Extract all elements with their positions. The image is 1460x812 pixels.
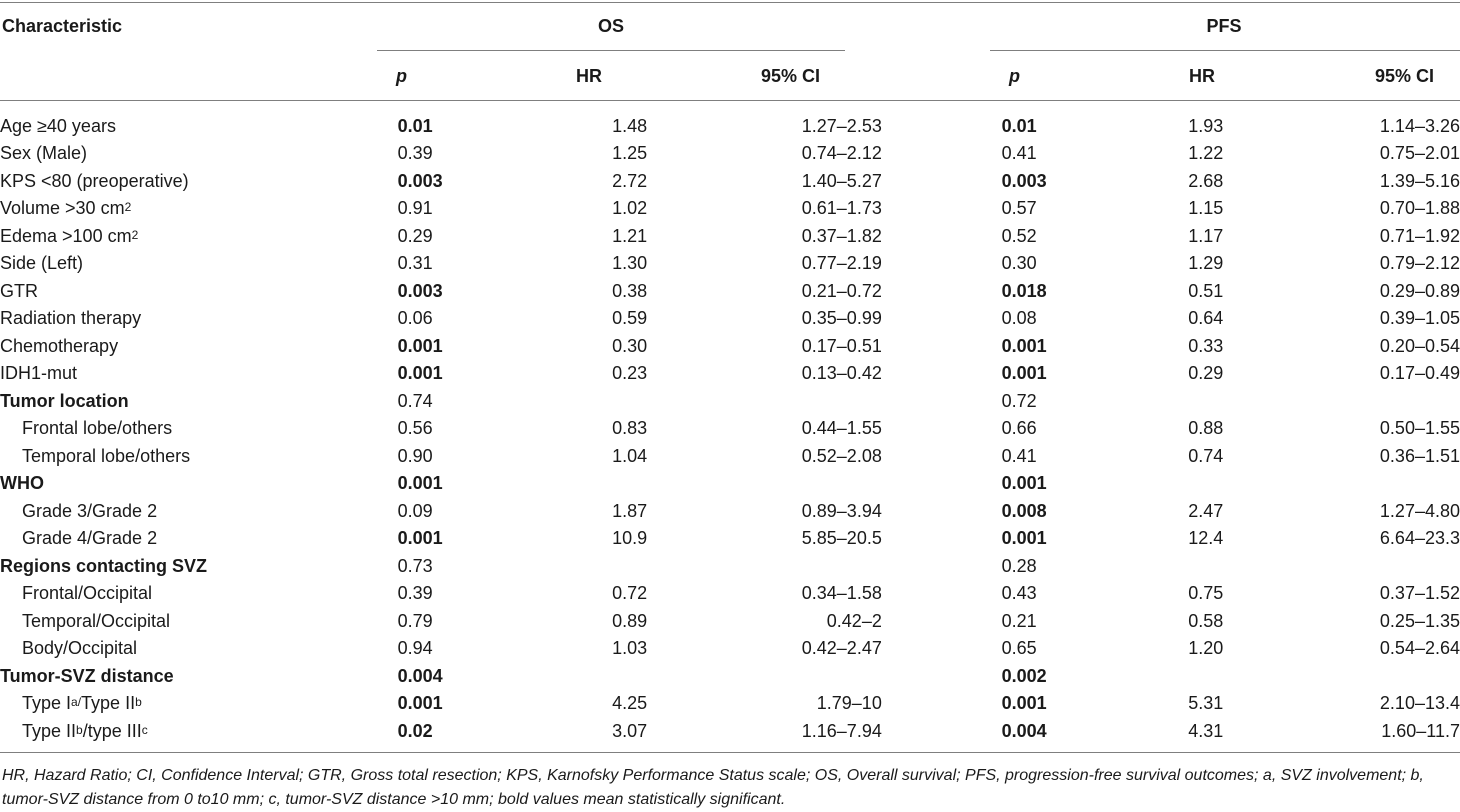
pfs-ci-value: 0.75–2.01 <box>1379 143 1460 164</box>
column-gap <box>882 112 1002 140</box>
table-row <box>0 332 1460 360</box>
os-ci-value: 0.17–0.51 <box>801 335 882 356</box>
os-hr-value: 0.72 <box>612 583 648 604</box>
label-text: Frontal/Occipital <box>22 583 153 604</box>
table-row <box>0 497 1460 525</box>
column-gap <box>882 167 1002 195</box>
os-p-value: 0.001 <box>397 363 443 384</box>
os-hr-value: 1.30 <box>612 253 648 274</box>
pfs-p-value: 0.01 <box>1001 115 1037 136</box>
row-label <box>0 635 398 663</box>
column-gap <box>882 607 1002 635</box>
os-p-value: 0.74 <box>397 390 433 411</box>
pfs-p-value: 0.65 <box>1001 638 1037 659</box>
row-label <box>0 690 398 718</box>
os-p-value: 0.001 <box>397 473 443 494</box>
pfs-ci-value: 1.14–3.26 <box>1379 115 1460 136</box>
pfs-ci-value: 0.20–0.54 <box>1379 335 1460 356</box>
label-text: Side (Left) <box>0 253 84 274</box>
os-p-value: 0.29 <box>397 225 433 246</box>
column-gap <box>882 222 1002 250</box>
row-label <box>0 250 398 278</box>
column-gap <box>882 387 1002 415</box>
table-row <box>0 167 1460 195</box>
pfs-hr-value: 2.47 <box>1188 500 1224 521</box>
pfs-ci-value: 0.17–0.49 <box>1379 363 1460 384</box>
pfs-p-value: 0.018 <box>1001 280 1047 301</box>
table-row <box>0 552 1460 580</box>
table-row <box>0 195 1460 223</box>
pfs-hr-value: 0.58 <box>1188 610 1224 631</box>
pfs-p-value: 0.001 <box>1001 528 1047 549</box>
pfs-p-value: 0.30 <box>1001 253 1037 274</box>
os-p-value: 0.001 <box>397 335 443 356</box>
table-row <box>0 140 1460 168</box>
label-text: Chemotherapy <box>0 335 119 356</box>
column-gap <box>882 305 1002 333</box>
column-gap <box>882 690 1002 718</box>
os-hr-value: 1.25 <box>612 143 648 164</box>
os-p-value: 0.003 <box>397 280 443 301</box>
row-label <box>0 525 398 553</box>
table-row <box>0 690 1460 718</box>
os-ci-value: 1.16–7.94 <box>801 720 882 741</box>
pfs-hr-value: 5.31 <box>1188 693 1224 714</box>
column-gap <box>882 580 1002 608</box>
label-superscript: b <box>135 695 142 710</box>
row-label <box>0 360 398 388</box>
table-row <box>0 662 1460 690</box>
pfs-ci-value: 1.60–11.7 <box>1381 720 1460 741</box>
os-hr-value: 0.59 <box>612 308 648 329</box>
os-hr-value: 1.21 <box>612 225 648 246</box>
label-superscript: 2 <box>131 227 139 242</box>
os-ci-value: 0.77–2.19 <box>801 253 882 274</box>
pfs-hr-value: 0.64 <box>1188 308 1224 329</box>
table-top-rule <box>0 2 1460 3</box>
column-gap <box>882 442 1002 470</box>
row-label <box>0 112 398 140</box>
os-hr-value: 10.9 <box>612 528 648 549</box>
os-ci-value: 0.13–0.42 <box>801 363 882 384</box>
column-gap <box>882 415 1002 443</box>
label-text: KPS <80 (preoperative) <box>0 170 189 191</box>
pfs-ci-value: 1.27–4.80 <box>1379 500 1460 521</box>
pfs-p-value: 0.52 <box>1001 225 1037 246</box>
table-row <box>0 635 1460 663</box>
table-row <box>0 607 1460 635</box>
os-hr-value: 0.38 <box>612 280 648 301</box>
os-hr-value: 3.07 <box>612 720 648 741</box>
label-text: Tumor-SVZ distance <box>0 665 174 686</box>
os-hr-value <box>537 662 647 690</box>
pfs-hr-value <box>1141 552 1223 580</box>
pfs-hr-value: 1.93 <box>1188 115 1224 136</box>
row-label <box>0 497 398 525</box>
pfs-hr-value: 0.33 <box>1188 335 1224 356</box>
pfs-hr-value: 0.88 <box>1188 418 1224 439</box>
pfs-ci-value <box>1223 387 1460 415</box>
column-gap <box>882 140 1002 168</box>
os-ci-value: 0.89–3.94 <box>801 500 882 521</box>
column-gap <box>882 662 1002 690</box>
os-ci-value: 0.21–0.72 <box>801 280 882 301</box>
os-hr-value: 0.83 <box>612 418 648 439</box>
table-row <box>0 525 1460 553</box>
os-ci-value: 0.44–1.55 <box>801 418 882 439</box>
os-p-value: 0.31 <box>397 253 433 274</box>
pfs-p-value: 0.41 <box>1001 143 1037 164</box>
label-text: Type II <box>81 693 136 714</box>
table-row <box>0 305 1460 333</box>
os-p-value: 0.73 <box>397 555 433 576</box>
pfs-p-value: 0.72 <box>1001 390 1037 411</box>
os-p-value: 0.01 <box>397 115 433 136</box>
pfs-ci-value: 0.37–1.52 <box>1379 583 1460 604</box>
table-row <box>0 415 1460 443</box>
pfs-hr-value: 1.29 <box>1188 253 1224 274</box>
row-label <box>0 140 398 168</box>
os-p-value: 0.56 <box>397 418 433 439</box>
label-text: GTR <box>0 280 38 301</box>
pfs-ci-value: 0.25–1.35 <box>1379 610 1460 631</box>
row-label <box>0 662 398 690</box>
column-gap <box>882 332 1002 360</box>
label-text: Body/Occipital <box>22 638 138 659</box>
pfs-hr-value <box>1141 470 1223 498</box>
os-p-value: 0.39 <box>397 143 433 164</box>
pfs-ci-value: 0.71–1.92 <box>1379 225 1460 246</box>
label-text: Type I <box>22 693 72 714</box>
pfs-p-value: 0.004 <box>1001 720 1047 741</box>
os-ci-value: 0.42–2.47 <box>801 638 882 659</box>
os-p-value: 0.90 <box>397 445 433 466</box>
os-hr-value: 0.23 <box>612 363 648 384</box>
pfs-hr-value <box>1141 387 1223 415</box>
table-footnote: HR, Hazard Ratio; CI, Confidence Interval; GTR, Gross total resection; KPS, Karnofsky Performance Status scale; OS, Overall survival; PFS, progression-free survival outcomes; a, SVZ involvement; b, tumor-SVZ distance from 0 to10 mm; c, tumor-SVZ distance >10 mm; bold values mean statistically significant. <box>2 767 1424 808</box>
table-row <box>0 250 1460 278</box>
label-text: IDH1-mut <box>0 363 78 384</box>
table-row <box>0 442 1460 470</box>
column-gap <box>882 635 1002 663</box>
pfs-ci-value: 0.39–1.05 <box>1379 308 1460 329</box>
pfs-span-rule <box>990 50 1460 51</box>
pfs-p-value: 0.008 <box>1001 500 1047 521</box>
pfs-p-value: 0.28 <box>1001 555 1037 576</box>
column-gap <box>882 470 1002 498</box>
table-row <box>0 717 1460 745</box>
table-row <box>0 580 1460 608</box>
pfs-ci-value: 1.39–5.16 <box>1379 170 1460 191</box>
os-hr-value <box>537 552 647 580</box>
pfs-ci-value <box>1223 552 1460 580</box>
table-row <box>0 222 1460 250</box>
label-text: /type III <box>82 720 142 741</box>
column-gap <box>882 497 1002 525</box>
row-label <box>0 442 398 470</box>
pfs-hr-value: 1.22 <box>1188 143 1224 164</box>
os-hr-value: 1.03 <box>612 638 648 659</box>
pfs-hr-value: 1.15 <box>1188 198 1224 219</box>
pfs-p-value: 0.57 <box>1001 198 1037 219</box>
pfs-hr-value: 0.75 <box>1188 583 1224 604</box>
pfs-hr-value: 1.20 <box>1188 638 1224 659</box>
os-p-value: 0.004 <box>397 665 443 686</box>
header-os-p: p <box>396 66 407 86</box>
os-ci-value: 0.61–1.73 <box>801 198 882 219</box>
column-gap <box>882 195 1002 223</box>
pfs-hr-value: 4.31 <box>1188 720 1224 741</box>
header-os-ci: 95% CI <box>761 66 821 86</box>
pfs-p-value: 0.001 <box>1001 693 1047 714</box>
pfs-hr-value: 0.51 <box>1188 280 1224 301</box>
os-hr-value: 2.72 <box>612 170 648 191</box>
pfs-ci-value: 0.54–2.64 <box>1379 638 1460 659</box>
row-label <box>0 332 398 360</box>
os-p-value: 0.001 <box>397 528 443 549</box>
os-p-value: 0.02 <box>397 720 433 741</box>
os-ci-value <box>647 470 882 498</box>
os-span-rule <box>377 50 845 51</box>
label-text: Age ≥40 years <box>0 115 116 136</box>
label-text: Edema >100 cm <box>0 225 132 246</box>
os-p-value: 0.39 <box>397 583 433 604</box>
results-table-body <box>0 112 1460 745</box>
column-gap <box>882 250 1002 278</box>
label-superscript: a/ <box>71 695 82 710</box>
row-label <box>0 222 398 250</box>
header-pfs: PFS <box>1206 16 1242 36</box>
label-text: Sex (Male) <box>0 143 88 164</box>
label-text: WHO <box>0 473 44 494</box>
table-row <box>0 277 1460 305</box>
row-label <box>0 277 398 305</box>
pfs-ci-value: 6.64–23.3 <box>1379 528 1460 549</box>
pfs-p-value: 0.43 <box>1001 583 1037 604</box>
pfs-hr-value: 2.68 <box>1188 170 1224 191</box>
os-ci-value: 1.40–5.27 <box>801 170 882 191</box>
os-ci-value: 0.34–1.58 <box>801 583 882 604</box>
os-hr-value: 0.89 <box>612 610 648 631</box>
row-label <box>0 717 398 745</box>
pfs-hr-value: 1.17 <box>1188 225 1224 246</box>
os-p-value: 0.79 <box>397 610 433 631</box>
pfs-p-value: 0.21 <box>1001 610 1037 631</box>
label-superscript: b <box>76 722 83 737</box>
row-label <box>0 195 398 223</box>
pfs-p-value: 0.001 <box>1001 473 1047 494</box>
pfs-hr-value: 0.29 <box>1188 363 1224 384</box>
header-characteristic: Characteristic <box>2 16 123 36</box>
pfs-p-value: 0.001 <box>1001 363 1047 384</box>
table-row <box>0 360 1460 388</box>
row-label <box>0 580 398 608</box>
pfs-p-value: 0.003 <box>1001 170 1047 191</box>
os-p-value: 0.91 <box>397 198 433 219</box>
table-row <box>0 112 1460 140</box>
pfs-ci-value: 0.70–1.88 <box>1379 198 1460 219</box>
os-hr-value: 0.30 <box>612 335 648 356</box>
label-text: Temporal/Occipital <box>22 610 171 631</box>
pfs-p-value: 0.001 <box>1001 335 1047 356</box>
label-text: Radiation therapy <box>0 308 142 329</box>
os-ci-value <box>647 387 882 415</box>
os-hr-value: 4.25 <box>612 693 648 714</box>
pfs-hr-value: 0.74 <box>1188 445 1224 466</box>
os-p-value: 0.06 <box>397 308 433 329</box>
pfs-ci-value: 2.10–13.4 <box>1379 693 1460 714</box>
header-os: OS <box>597 16 625 36</box>
pfs-ci-value <box>1223 662 1460 690</box>
row-label <box>0 415 398 443</box>
table-row <box>0 470 1460 498</box>
os-p-value: 0.09 <box>397 500 433 521</box>
pfs-ci-value: 0.36–1.51 <box>1379 445 1460 466</box>
label-text: Regions contacting SVZ <box>0 555 208 576</box>
header-pfs-hr: HR <box>1189 66 1215 86</box>
label-text: Volume >30 cm <box>0 198 125 219</box>
os-p-value: 0.94 <box>397 638 433 659</box>
pfs-hr-value <box>1141 662 1223 690</box>
label-text: Type II <box>22 720 77 741</box>
label-superscript: 2 <box>124 200 132 215</box>
os-ci-value: 0.42–2 <box>826 610 882 631</box>
column-gap <box>882 717 1002 745</box>
pfs-p-value: 0.08 <box>1001 308 1037 329</box>
pfs-ci-value <box>1223 470 1460 498</box>
os-ci-value: 1.27–2.53 <box>801 115 882 136</box>
os-ci-value <box>647 662 882 690</box>
table-row <box>0 387 1460 415</box>
row-label <box>0 387 398 415</box>
pfs-ci-value: 0.79–2.12 <box>1379 253 1460 274</box>
column-gap <box>882 552 1002 580</box>
os-ci-value: 0.74–2.12 <box>801 143 882 164</box>
os-hr-value: 1.04 <box>612 445 648 466</box>
os-hr-value: 1.87 <box>612 500 648 521</box>
pfs-ci-value: 0.50–1.55 <box>1379 418 1460 439</box>
os-ci-value: 1.79–10 <box>816 693 882 714</box>
os-hr-value <box>537 470 647 498</box>
os-hr-value: 1.02 <box>612 198 648 219</box>
results-table <box>0 112 1460 745</box>
pfs-hr-value: 12.4 <box>1188 528 1224 549</box>
row-label <box>0 305 398 333</box>
pfs-p-value: 0.66 <box>1001 418 1037 439</box>
os-ci-value <box>647 552 882 580</box>
label-text: Grade 4/Grade 2 <box>22 528 158 549</box>
header-os-hr: HR <box>576 66 602 86</box>
pfs-p-value: 0.002 <box>1001 665 1047 686</box>
row-label <box>0 552 398 580</box>
row-label <box>0 470 398 498</box>
os-p-value: 0.001 <box>397 693 443 714</box>
label-text: Temporal lobe/others <box>22 445 191 466</box>
pfs-ci-value: 0.29–0.89 <box>1379 280 1460 301</box>
os-ci-value: 0.52–2.08 <box>801 445 882 466</box>
label-text: Tumor location <box>0 390 129 411</box>
column-gap <box>882 525 1002 553</box>
os-hr-value <box>537 387 647 415</box>
header-pfs-ci: 95% CI <box>1375 66 1435 86</box>
os-ci-value: 5.85–20.5 <box>801 528 882 549</box>
os-ci-value: 0.37–1.82 <box>801 225 882 246</box>
label-text: Grade 3/Grade 2 <box>22 500 158 521</box>
column-gap <box>882 277 1002 305</box>
label-superscript: c <box>141 722 148 737</box>
header-pfs-p: p <box>1009 66 1020 86</box>
os-ci-value: 0.35–0.99 <box>801 308 882 329</box>
header-bottom-rule <box>0 100 1460 101</box>
row-label <box>0 607 398 635</box>
row-label <box>0 167 398 195</box>
table-bottom-rule <box>0 752 1460 753</box>
label-text: Frontal lobe/others <box>22 418 173 439</box>
os-p-value: 0.003 <box>397 170 443 191</box>
pfs-p-value: 0.41 <box>1001 445 1037 466</box>
os-hr-value: 1.48 <box>612 115 648 136</box>
column-gap <box>882 360 1002 388</box>
